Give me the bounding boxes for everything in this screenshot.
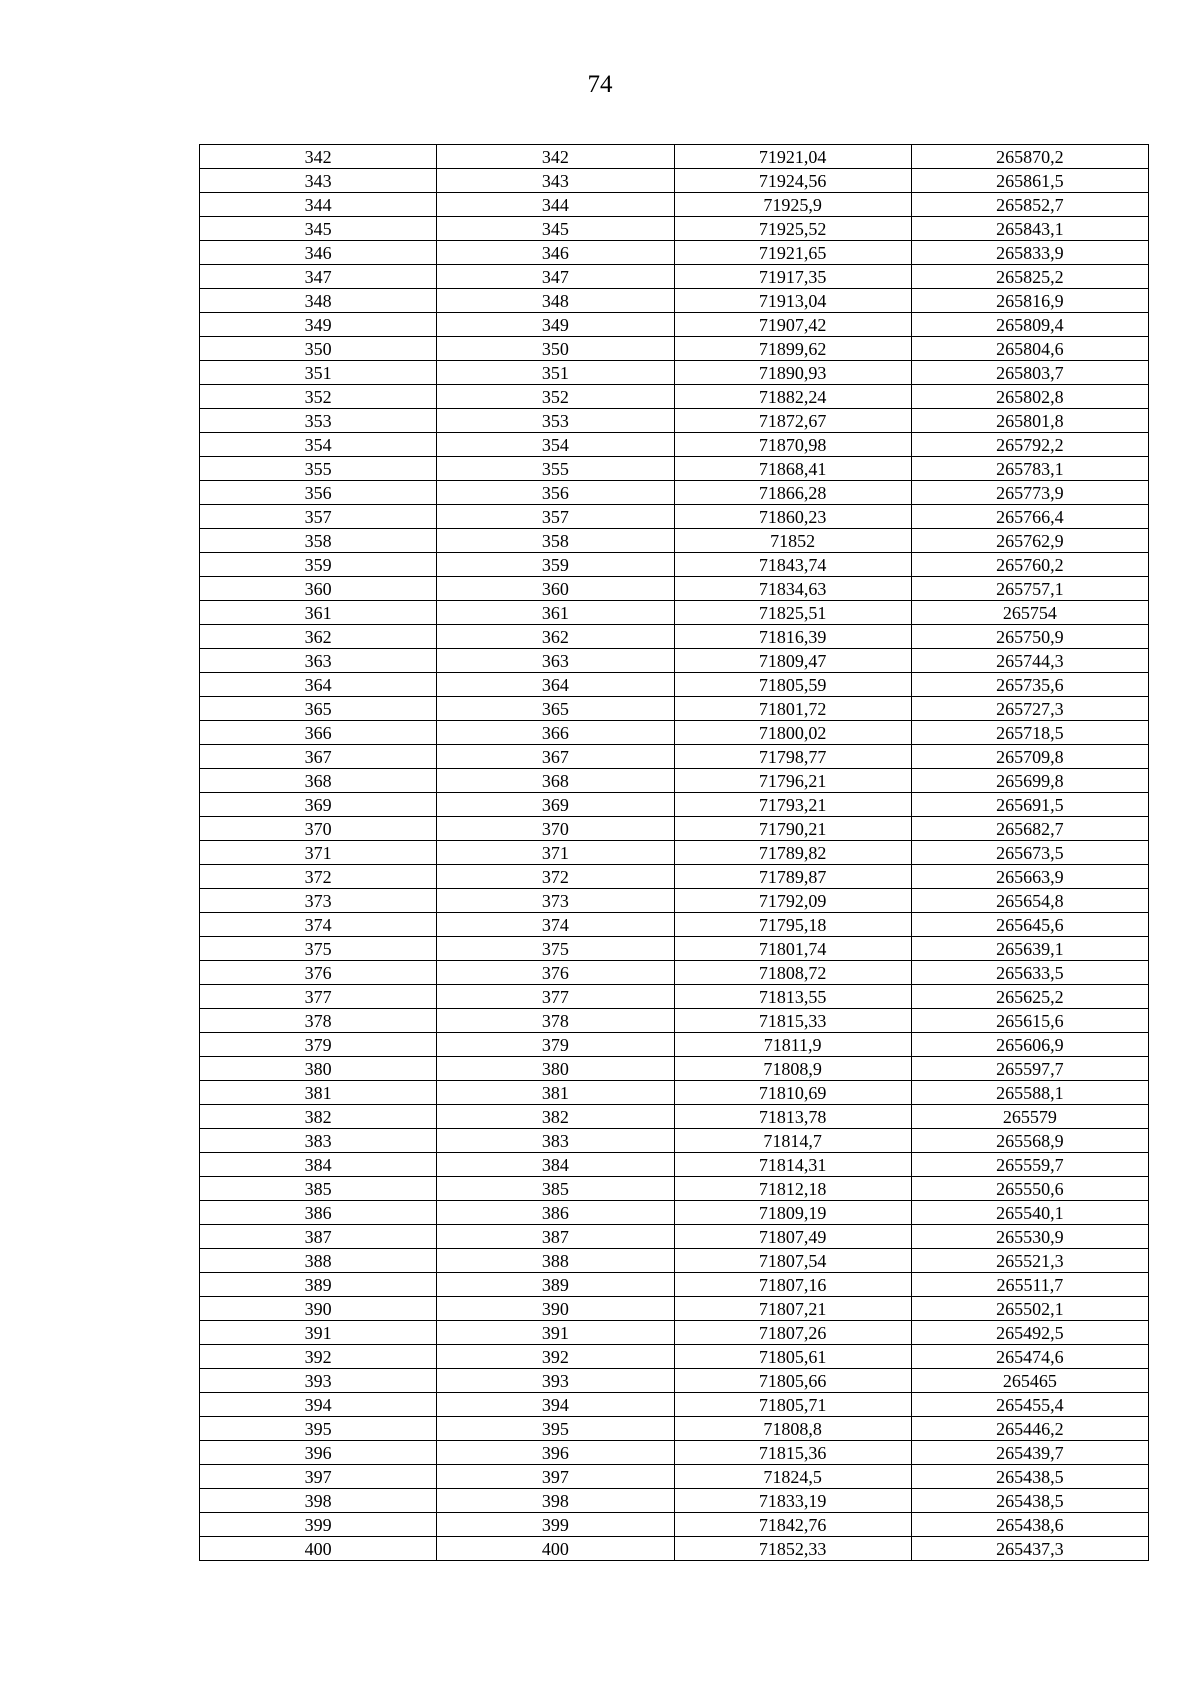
point-number-cell: 365: [437, 697, 674, 721]
table-row: [200, 169, 1149, 193]
point-number-cell: 397: [437, 1465, 674, 1489]
y-coordinate-cell: 265833,9: [911, 241, 1148, 265]
page-number: 74: [587, 71, 613, 98]
point-number-cell: 360: [200, 577, 437, 601]
x-coordinate-cell: 71816,39: [674, 625, 911, 649]
point-number-cell: 390: [200, 1297, 437, 1321]
x-coordinate-cell: 71843,74: [674, 553, 911, 577]
point-number-cell: 375: [200, 937, 437, 961]
point-number-cell: 370: [437, 817, 674, 841]
table-row: [200, 145, 1149, 169]
point-number-cell: 394: [437, 1393, 674, 1417]
point-number-cell: 355: [200, 457, 437, 481]
x-coordinate-cell: 71860,23: [674, 505, 911, 529]
point-number-cell: 356: [200, 481, 437, 505]
x-coordinate-cell: 71921,04: [674, 145, 911, 169]
y-coordinate-cell: 265615,6: [911, 1009, 1148, 1033]
x-coordinate-cell: 71825,51: [674, 601, 911, 625]
point-number-cell: 347: [200, 265, 437, 289]
point-number-cell: 389: [437, 1273, 674, 1297]
point-number-cell: 378: [437, 1009, 674, 1033]
table-row: [200, 1441, 1149, 1465]
point-number-cell: 366: [437, 721, 674, 745]
x-coordinate-cell: 71925,52: [674, 217, 911, 241]
point-number-cell: 379: [200, 1033, 437, 1057]
table-row: [200, 241, 1149, 265]
x-coordinate-cell: 71814,7: [674, 1129, 911, 1153]
table-row: [200, 865, 1149, 889]
x-coordinate-cell: 71924,56: [674, 169, 911, 193]
coordinates-table: [199, 144, 1149, 1561]
point-number-cell: 400: [437, 1537, 674, 1561]
table-row: [200, 1537, 1149, 1561]
table-row: [200, 553, 1149, 577]
y-coordinate-cell: 265766,4: [911, 505, 1148, 529]
x-coordinate-cell: 71852: [674, 529, 911, 553]
point-number-cell: 391: [437, 1321, 674, 1345]
table-row: [200, 889, 1149, 913]
point-number-cell: 348: [437, 289, 674, 313]
table-row: [200, 649, 1149, 673]
table-row: [200, 937, 1149, 961]
y-coordinate-cell: 265654,8: [911, 889, 1148, 913]
point-number-cell: 359: [200, 553, 437, 577]
point-number-cell: 357: [200, 505, 437, 529]
y-coordinate-cell: 265438,5: [911, 1489, 1148, 1513]
y-coordinate-cell: 265802,8: [911, 385, 1148, 409]
y-coordinate-cell: 265760,2: [911, 553, 1148, 577]
y-coordinate-cell: 265699,8: [911, 769, 1148, 793]
point-number-cell: 392: [437, 1345, 674, 1369]
y-coordinate-cell: 265455,4: [911, 1393, 1148, 1417]
x-coordinate-cell: 71815,33: [674, 1009, 911, 1033]
x-coordinate-cell: 71809,19: [674, 1201, 911, 1225]
point-number-cell: 367: [200, 745, 437, 769]
table-row: [200, 601, 1149, 625]
y-coordinate-cell: 265465: [911, 1369, 1148, 1393]
x-coordinate-cell: 71833,19: [674, 1489, 911, 1513]
point-number-cell: 345: [200, 217, 437, 241]
point-number-cell: 369: [200, 793, 437, 817]
x-coordinate-cell: 71800,02: [674, 721, 911, 745]
y-coordinate-cell: 265718,5: [911, 721, 1148, 745]
y-coordinate-cell: 265804,6: [911, 337, 1148, 361]
table-row: [200, 985, 1149, 1009]
point-number-cell: 379: [437, 1033, 674, 1057]
point-number-cell: 352: [200, 385, 437, 409]
x-coordinate-cell: 71868,41: [674, 457, 911, 481]
point-number-cell: 373: [437, 889, 674, 913]
y-coordinate-cell: 265870,2: [911, 145, 1148, 169]
x-coordinate-cell: 71805,61: [674, 1345, 911, 1369]
table-row: [200, 1345, 1149, 1369]
table-row: [200, 505, 1149, 529]
y-coordinate-cell: 265754: [911, 601, 1148, 625]
point-number-cell: 381: [200, 1081, 437, 1105]
point-number-cell: 378: [200, 1009, 437, 1033]
table-row: [200, 1033, 1149, 1057]
y-coordinate-cell: 265597,7: [911, 1057, 1148, 1081]
point-number-cell: 368: [200, 769, 437, 793]
table-row: [200, 793, 1149, 817]
x-coordinate-cell: 71812,18: [674, 1177, 911, 1201]
point-number-cell: 376: [200, 961, 437, 985]
y-coordinate-cell: 265438,5: [911, 1465, 1148, 1489]
x-coordinate-cell: 71793,21: [674, 793, 911, 817]
y-coordinate-cell: 265521,3: [911, 1249, 1148, 1273]
point-number-cell: 395: [200, 1417, 437, 1441]
x-coordinate-cell: 71852,33: [674, 1537, 911, 1561]
x-coordinate-cell: 71882,24: [674, 385, 911, 409]
y-coordinate-cell: 265691,5: [911, 793, 1148, 817]
coordinates-table-body: [200, 145, 1149, 1561]
x-coordinate-cell: 71814,31: [674, 1153, 911, 1177]
point-number-cell: 349: [200, 313, 437, 337]
point-number-cell: 392: [200, 1345, 437, 1369]
point-number-cell: 358: [437, 529, 674, 553]
y-coordinate-cell: 265579: [911, 1105, 1148, 1129]
table-row: [200, 1417, 1149, 1441]
x-coordinate-cell: 71807,16: [674, 1273, 911, 1297]
point-number-cell: 396: [200, 1441, 437, 1465]
point-number-cell: 373: [200, 889, 437, 913]
x-coordinate-cell: 71807,21: [674, 1297, 911, 1321]
x-coordinate-cell: 71805,71: [674, 1393, 911, 1417]
point-number-cell: 383: [437, 1129, 674, 1153]
y-coordinate-cell: 265809,4: [911, 313, 1148, 337]
y-coordinate-cell: 265852,7: [911, 193, 1148, 217]
y-coordinate-cell: 265446,2: [911, 1417, 1148, 1441]
point-number-cell: 384: [437, 1153, 674, 1177]
y-coordinate-cell: 265861,5: [911, 169, 1148, 193]
table-row: [200, 1249, 1149, 1273]
y-coordinate-cell: 265540,1: [911, 1201, 1148, 1225]
point-number-cell: 395: [437, 1417, 674, 1441]
y-coordinate-cell: 265792,2: [911, 433, 1148, 457]
point-number-cell: 386: [437, 1201, 674, 1225]
table-row: [200, 1321, 1149, 1345]
point-number-cell: 370: [200, 817, 437, 841]
x-coordinate-cell: 71907,42: [674, 313, 911, 337]
point-number-cell: 383: [200, 1129, 437, 1153]
table-row: [200, 313, 1149, 337]
table-row: [200, 961, 1149, 985]
point-number-cell: 353: [200, 409, 437, 433]
point-number-cell: 394: [200, 1393, 437, 1417]
y-coordinate-cell: 265762,9: [911, 529, 1148, 553]
x-coordinate-cell: 71834,63: [674, 577, 911, 601]
y-coordinate-cell: 265663,9: [911, 865, 1148, 889]
table-row: [200, 1489, 1149, 1513]
table-row: [200, 1297, 1149, 1321]
table-row: [200, 913, 1149, 937]
y-coordinate-cell: 265803,7: [911, 361, 1148, 385]
point-number-cell: 384: [200, 1153, 437, 1177]
y-coordinate-cell: 265645,6: [911, 913, 1148, 937]
x-coordinate-cell: 71807,54: [674, 1249, 911, 1273]
point-number-cell: 381: [437, 1081, 674, 1105]
table-row: [200, 385, 1149, 409]
point-number-cell: 345: [437, 217, 674, 241]
x-coordinate-cell: 71872,67: [674, 409, 911, 433]
x-coordinate-cell: 71805,66: [674, 1369, 911, 1393]
x-coordinate-cell: 71815,36: [674, 1441, 911, 1465]
point-number-cell: 362: [200, 625, 437, 649]
x-coordinate-cell: 71808,72: [674, 961, 911, 985]
x-coordinate-cell: 71789,87: [674, 865, 911, 889]
table-row: [200, 265, 1149, 289]
x-coordinate-cell: 71801,72: [674, 697, 911, 721]
point-number-cell: 380: [437, 1057, 674, 1081]
table-row: [200, 1081, 1149, 1105]
table-row: [200, 289, 1149, 313]
point-number-cell: 353: [437, 409, 674, 433]
table-row: [200, 673, 1149, 697]
point-number-cell: 374: [200, 913, 437, 937]
table-row: [200, 217, 1149, 241]
point-number-cell: 388: [437, 1249, 674, 1273]
point-number-cell: 385: [437, 1177, 674, 1201]
y-coordinate-cell: 265783,1: [911, 457, 1148, 481]
point-number-cell: 386: [200, 1201, 437, 1225]
point-number-cell: 400: [200, 1537, 437, 1561]
y-coordinate-cell: 265474,6: [911, 1345, 1148, 1369]
table-row: [200, 817, 1149, 841]
point-number-cell: 344: [200, 193, 437, 217]
table-row: [200, 337, 1149, 361]
point-number-cell: 396: [437, 1441, 674, 1465]
y-coordinate-cell: 265511,7: [911, 1273, 1148, 1297]
table-row: [200, 457, 1149, 481]
point-number-cell: 342: [200, 145, 437, 169]
point-number-cell: 351: [437, 361, 674, 385]
table-row: [200, 1369, 1149, 1393]
y-coordinate-cell: 265606,9: [911, 1033, 1148, 1057]
point-number-cell: 343: [437, 169, 674, 193]
x-coordinate-cell: 71790,21: [674, 817, 911, 841]
y-coordinate-cell: 265773,9: [911, 481, 1148, 505]
point-number-cell: 361: [200, 601, 437, 625]
y-coordinate-cell: 265492,5: [911, 1321, 1148, 1345]
x-coordinate-cell: 71899,62: [674, 337, 911, 361]
point-number-cell: 388: [200, 1249, 437, 1273]
y-coordinate-cell: 265757,1: [911, 577, 1148, 601]
point-number-cell: 348: [200, 289, 437, 313]
point-number-cell: 363: [437, 649, 674, 673]
point-number-cell: 399: [437, 1513, 674, 1537]
table-row: [200, 577, 1149, 601]
point-number-cell: 346: [200, 241, 437, 265]
point-number-cell: 346: [437, 241, 674, 265]
point-number-cell: 364: [437, 673, 674, 697]
table-row: [200, 769, 1149, 793]
point-number-cell: 354: [437, 433, 674, 457]
point-number-cell: 358: [200, 529, 437, 553]
y-coordinate-cell: 265750,9: [911, 625, 1148, 649]
table-row: [200, 625, 1149, 649]
x-coordinate-cell: 71813,55: [674, 985, 911, 1009]
y-coordinate-cell: 265550,6: [911, 1177, 1148, 1201]
table-row: [200, 1513, 1149, 1537]
y-coordinate-cell: 265673,5: [911, 841, 1148, 865]
y-coordinate-cell: 265588,1: [911, 1081, 1148, 1105]
point-number-cell: 387: [437, 1225, 674, 1249]
x-coordinate-cell: 71789,82: [674, 841, 911, 865]
point-number-cell: 382: [437, 1105, 674, 1129]
point-number-cell: 363: [200, 649, 437, 673]
y-coordinate-cell: 265568,9: [911, 1129, 1148, 1153]
point-number-cell: 368: [437, 769, 674, 793]
point-number-cell: 387: [200, 1225, 437, 1249]
point-number-cell: 355: [437, 457, 674, 481]
point-number-cell: 359: [437, 553, 674, 577]
table-row: [200, 433, 1149, 457]
point-number-cell: 382: [200, 1105, 437, 1129]
point-number-cell: 390: [437, 1297, 674, 1321]
x-coordinate-cell: 71925,9: [674, 193, 911, 217]
x-coordinate-cell: 71842,76: [674, 1513, 911, 1537]
point-number-cell: 385: [200, 1177, 437, 1201]
y-coordinate-cell: 265801,8: [911, 409, 1148, 433]
x-coordinate-cell: 71792,09: [674, 889, 911, 913]
point-number-cell: 397: [200, 1465, 437, 1489]
x-coordinate-cell: 71917,35: [674, 265, 911, 289]
point-number-cell: 357: [437, 505, 674, 529]
point-number-cell: 344: [437, 193, 674, 217]
point-number-cell: 349: [437, 313, 674, 337]
table-row: [200, 193, 1149, 217]
y-coordinate-cell: 265625,2: [911, 985, 1148, 1009]
table-row: [200, 361, 1149, 385]
x-coordinate-cell: 71810,69: [674, 1081, 911, 1105]
x-coordinate-cell: 71808,9: [674, 1057, 911, 1081]
y-coordinate-cell: 265682,7: [911, 817, 1148, 841]
x-coordinate-cell: 71870,98: [674, 433, 911, 457]
point-number-cell: 354: [200, 433, 437, 457]
x-coordinate-cell: 71890,93: [674, 361, 911, 385]
point-number-cell: 352: [437, 385, 674, 409]
x-coordinate-cell: 71801,74: [674, 937, 911, 961]
point-number-cell: 393: [200, 1369, 437, 1393]
table-row: [200, 1225, 1149, 1249]
point-number-cell: 374: [437, 913, 674, 937]
point-number-cell: 350: [437, 337, 674, 361]
point-number-cell: 347: [437, 265, 674, 289]
table-row: [200, 745, 1149, 769]
point-number-cell: 391: [200, 1321, 437, 1345]
x-coordinate-cell: 71824,5: [674, 1465, 911, 1489]
table-row: [200, 721, 1149, 745]
table-row: [200, 841, 1149, 865]
point-number-cell: 375: [437, 937, 674, 961]
table-row: [200, 529, 1149, 553]
table-row: [200, 697, 1149, 721]
point-number-cell: 371: [200, 841, 437, 865]
point-number-cell: 343: [200, 169, 437, 193]
point-number-cell: 360: [437, 577, 674, 601]
table-row: [200, 409, 1149, 433]
table-row: [200, 1393, 1149, 1417]
y-coordinate-cell: 265709,8: [911, 745, 1148, 769]
point-number-cell: 398: [437, 1489, 674, 1513]
point-number-cell: 380: [200, 1057, 437, 1081]
y-coordinate-cell: 265843,1: [911, 217, 1148, 241]
y-coordinate-cell: 265727,3: [911, 697, 1148, 721]
point-number-cell: 351: [200, 361, 437, 385]
table-row: [200, 1201, 1149, 1225]
table-row: [200, 1057, 1149, 1081]
y-coordinate-cell: 265439,7: [911, 1441, 1148, 1465]
table-row: [200, 481, 1149, 505]
point-number-cell: 356: [437, 481, 674, 505]
point-number-cell: 364: [200, 673, 437, 697]
table-row: [200, 1009, 1149, 1033]
point-number-cell: 371: [437, 841, 674, 865]
point-number-cell: 372: [200, 865, 437, 889]
y-coordinate-cell: 265825,2: [911, 265, 1148, 289]
point-number-cell: 376: [437, 961, 674, 985]
table-row: [200, 1153, 1149, 1177]
x-coordinate-cell: 71795,18: [674, 913, 911, 937]
y-coordinate-cell: 265437,3: [911, 1537, 1148, 1561]
y-coordinate-cell: 265816,9: [911, 289, 1148, 313]
y-coordinate-cell: 265639,1: [911, 937, 1148, 961]
y-coordinate-cell: 265502,1: [911, 1297, 1148, 1321]
point-number-cell: 367: [437, 745, 674, 769]
y-coordinate-cell: 265438,6: [911, 1513, 1148, 1537]
y-coordinate-cell: 265559,7: [911, 1153, 1148, 1177]
x-coordinate-cell: 71809,47: [674, 649, 911, 673]
x-coordinate-cell: 71805,59: [674, 673, 911, 697]
x-coordinate-cell: 71807,26: [674, 1321, 911, 1345]
point-number-cell: 362: [437, 625, 674, 649]
point-number-cell: 365: [200, 697, 437, 721]
x-coordinate-cell: 71796,21: [674, 769, 911, 793]
point-number-cell: 377: [200, 985, 437, 1009]
y-coordinate-cell: 265633,5: [911, 961, 1148, 985]
table-row: [200, 1273, 1149, 1297]
table-row: [200, 1465, 1149, 1489]
x-coordinate-cell: 71798,77: [674, 745, 911, 769]
point-number-cell: 342: [437, 145, 674, 169]
point-number-cell: 399: [200, 1513, 437, 1537]
x-coordinate-cell: 71921,65: [674, 241, 911, 265]
x-coordinate-cell: 71913,04: [674, 289, 911, 313]
point-number-cell: 366: [200, 721, 437, 745]
y-coordinate-cell: 265735,6: [911, 673, 1148, 697]
x-coordinate-cell: 71813,78: [674, 1105, 911, 1129]
x-coordinate-cell: 71866,28: [674, 481, 911, 505]
y-coordinate-cell: 265744,3: [911, 649, 1148, 673]
point-number-cell: 389: [200, 1273, 437, 1297]
table-row: [200, 1105, 1149, 1129]
point-number-cell: 350: [200, 337, 437, 361]
point-number-cell: 398: [200, 1489, 437, 1513]
point-number-cell: 377: [437, 985, 674, 1009]
x-coordinate-cell: 71808,8: [674, 1417, 911, 1441]
y-coordinate-cell: 265530,9: [911, 1225, 1148, 1249]
point-number-cell: 393: [437, 1369, 674, 1393]
x-coordinate-cell: 71807,49: [674, 1225, 911, 1249]
point-number-cell: 372: [437, 865, 674, 889]
point-number-cell: 361: [437, 601, 674, 625]
point-number-cell: 369: [437, 793, 674, 817]
table-row: [200, 1129, 1149, 1153]
table-row: [200, 1177, 1149, 1201]
x-coordinate-cell: 71811,9: [674, 1033, 911, 1057]
